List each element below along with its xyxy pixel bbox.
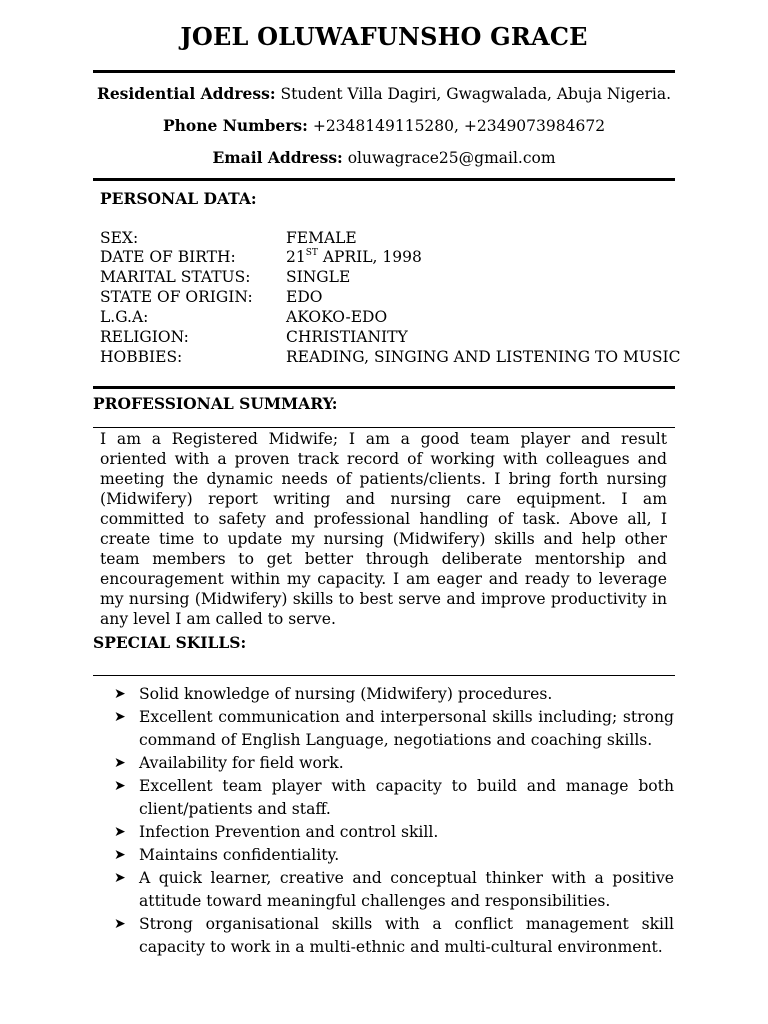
address-value: Student Villa Dagiri, Gwagwalada, Abuja Nigeria. bbox=[280, 85, 672, 103]
field-label: DATE OF BIRTH: bbox=[100, 248, 236, 266]
field-value bbox=[286, 248, 422, 266]
arrowhead-bullet-icon: ➤ bbox=[114, 847, 126, 863]
field-label: RELIGION: bbox=[100, 328, 189, 346]
skill-text: A quick learner, creative and conceptual thinker with a positive attitude toward meaningful challenges and responsibilities. bbox=[139, 869, 674, 910]
residential-address bbox=[0, 84, 768, 103]
field-value: EDO bbox=[286, 288, 323, 306]
header-divider bbox=[93, 70, 675, 73]
arrowhead-bullet-icon: ➤ bbox=[114, 778, 126, 794]
field-value: FEMALE bbox=[286, 229, 357, 247]
personal-data-row bbox=[100, 229, 675, 249]
arrowhead-bullet-icon: ➤ bbox=[114, 870, 126, 886]
birth-month-year: APRIL, 1998 bbox=[317, 248, 422, 266]
skill-text: Infection Prevention and control skill. bbox=[139, 823, 439, 841]
list-item bbox=[114, 752, 674, 775]
special-skills-list bbox=[114, 683, 674, 959]
field-value: SINGLE bbox=[286, 268, 351, 286]
field-value: AKOKO-EDO bbox=[286, 308, 388, 326]
email-address bbox=[0, 148, 768, 167]
list-item bbox=[114, 867, 674, 913]
arrowhead-bullet-icon: ➤ bbox=[114, 824, 126, 840]
arrowhead-bullet-icon: ➤ bbox=[114, 755, 126, 771]
skills-divider bbox=[93, 675, 675, 676]
phone-numbers bbox=[0, 116, 768, 135]
phone-label: Phone Numbers: bbox=[162, 116, 308, 135]
personal-data-row bbox=[100, 288, 675, 308]
skill-text: Maintains confidentiality. bbox=[139, 846, 340, 864]
email-label: Email Address: bbox=[212, 148, 343, 167]
field-value: READING, SINGING AND LISTENING TO MUSIC bbox=[286, 348, 681, 366]
skill-text: Availability for field work. bbox=[139, 754, 344, 772]
arrowhead-bullet-icon: ➤ bbox=[114, 916, 126, 932]
personal-data-title: PERSONAL DATA: bbox=[100, 189, 257, 208]
list-item bbox=[114, 913, 674, 959]
list-item bbox=[114, 683, 674, 706]
field-label: L.G.A: bbox=[100, 308, 149, 326]
arrowhead-bullet-icon: ➤ bbox=[114, 686, 126, 702]
list-item bbox=[114, 844, 674, 867]
personal-data-row bbox=[100, 268, 675, 288]
contact-divider bbox=[93, 178, 675, 181]
skill-text: Strong organisational skills with a conflict management skill capacity to work in a multi-ethnic and multi-cultural environment. bbox=[139, 915, 674, 956]
personal-data-row bbox=[100, 328, 675, 348]
address-label: Residential Address: bbox=[96, 84, 276, 103]
field-label: STATE OF ORIGIN: bbox=[100, 288, 253, 306]
email-value[interactable]: oluwagrace25@gmail.com bbox=[347, 149, 556, 167]
professional-summary-text: I am a Registered Midwife; I am a good team player and result oriented with a proven track record of working with colleagues and meeting the dynamic needs of patients/clients. I bring forth nursing (Midwifery) report writing and nursing care equipment. I am committed to safety and professional handling of task. Above all, I create time to update my nursing (Midwifery) skills and help other team members to get better through deliberate mentorship and encouragement within my capacity. I am eager and ready to leverage my nursing (Midwifery) skills to best serve and improve productivity in any level I am called to serve. bbox=[100, 430, 667, 628]
personal-data-divider bbox=[93, 386, 675, 389]
skill-text: Excellent communication and interpersonal skills including; strong command of English Language, negotiations and coaching skills. bbox=[139, 708, 674, 749]
phone-value[interactable]: +2348149115280, +2349073984672 bbox=[312, 117, 606, 135]
birth-day: 21 bbox=[286, 248, 306, 266]
field-label: HOBBIES: bbox=[100, 348, 183, 366]
summary-divider bbox=[93, 427, 675, 428]
skill-text: Solid knowledge of nursing (Midwifery) procedures. bbox=[139, 685, 553, 703]
ordinal-suffix: ST bbox=[305, 248, 318, 258]
personal-data-row bbox=[100, 308, 675, 328]
candidate-name: JOEL OLUWAFUNSHO GRACE bbox=[180, 22, 588, 51]
field-label: MARITAL STATUS: bbox=[100, 268, 251, 286]
field-value: CHRISTIANITY bbox=[286, 328, 408, 346]
field-label: SEX: bbox=[100, 229, 139, 247]
list-item bbox=[114, 775, 674, 821]
professional-summary-title: PROFESSIONAL SUMMARY: bbox=[93, 394, 338, 413]
list-item bbox=[114, 821, 674, 844]
skill-text: Excellent team player with capacity to build and manage both client/patients and staff. bbox=[139, 777, 674, 818]
arrowhead-bullet-icon: ➤ bbox=[114, 709, 126, 725]
personal-data-row bbox=[100, 348, 681, 368]
personal-data-row bbox=[100, 248, 675, 268]
list-item bbox=[114, 706, 674, 752]
special-skills-title: SPECIAL SKILLS: bbox=[93, 633, 247, 652]
